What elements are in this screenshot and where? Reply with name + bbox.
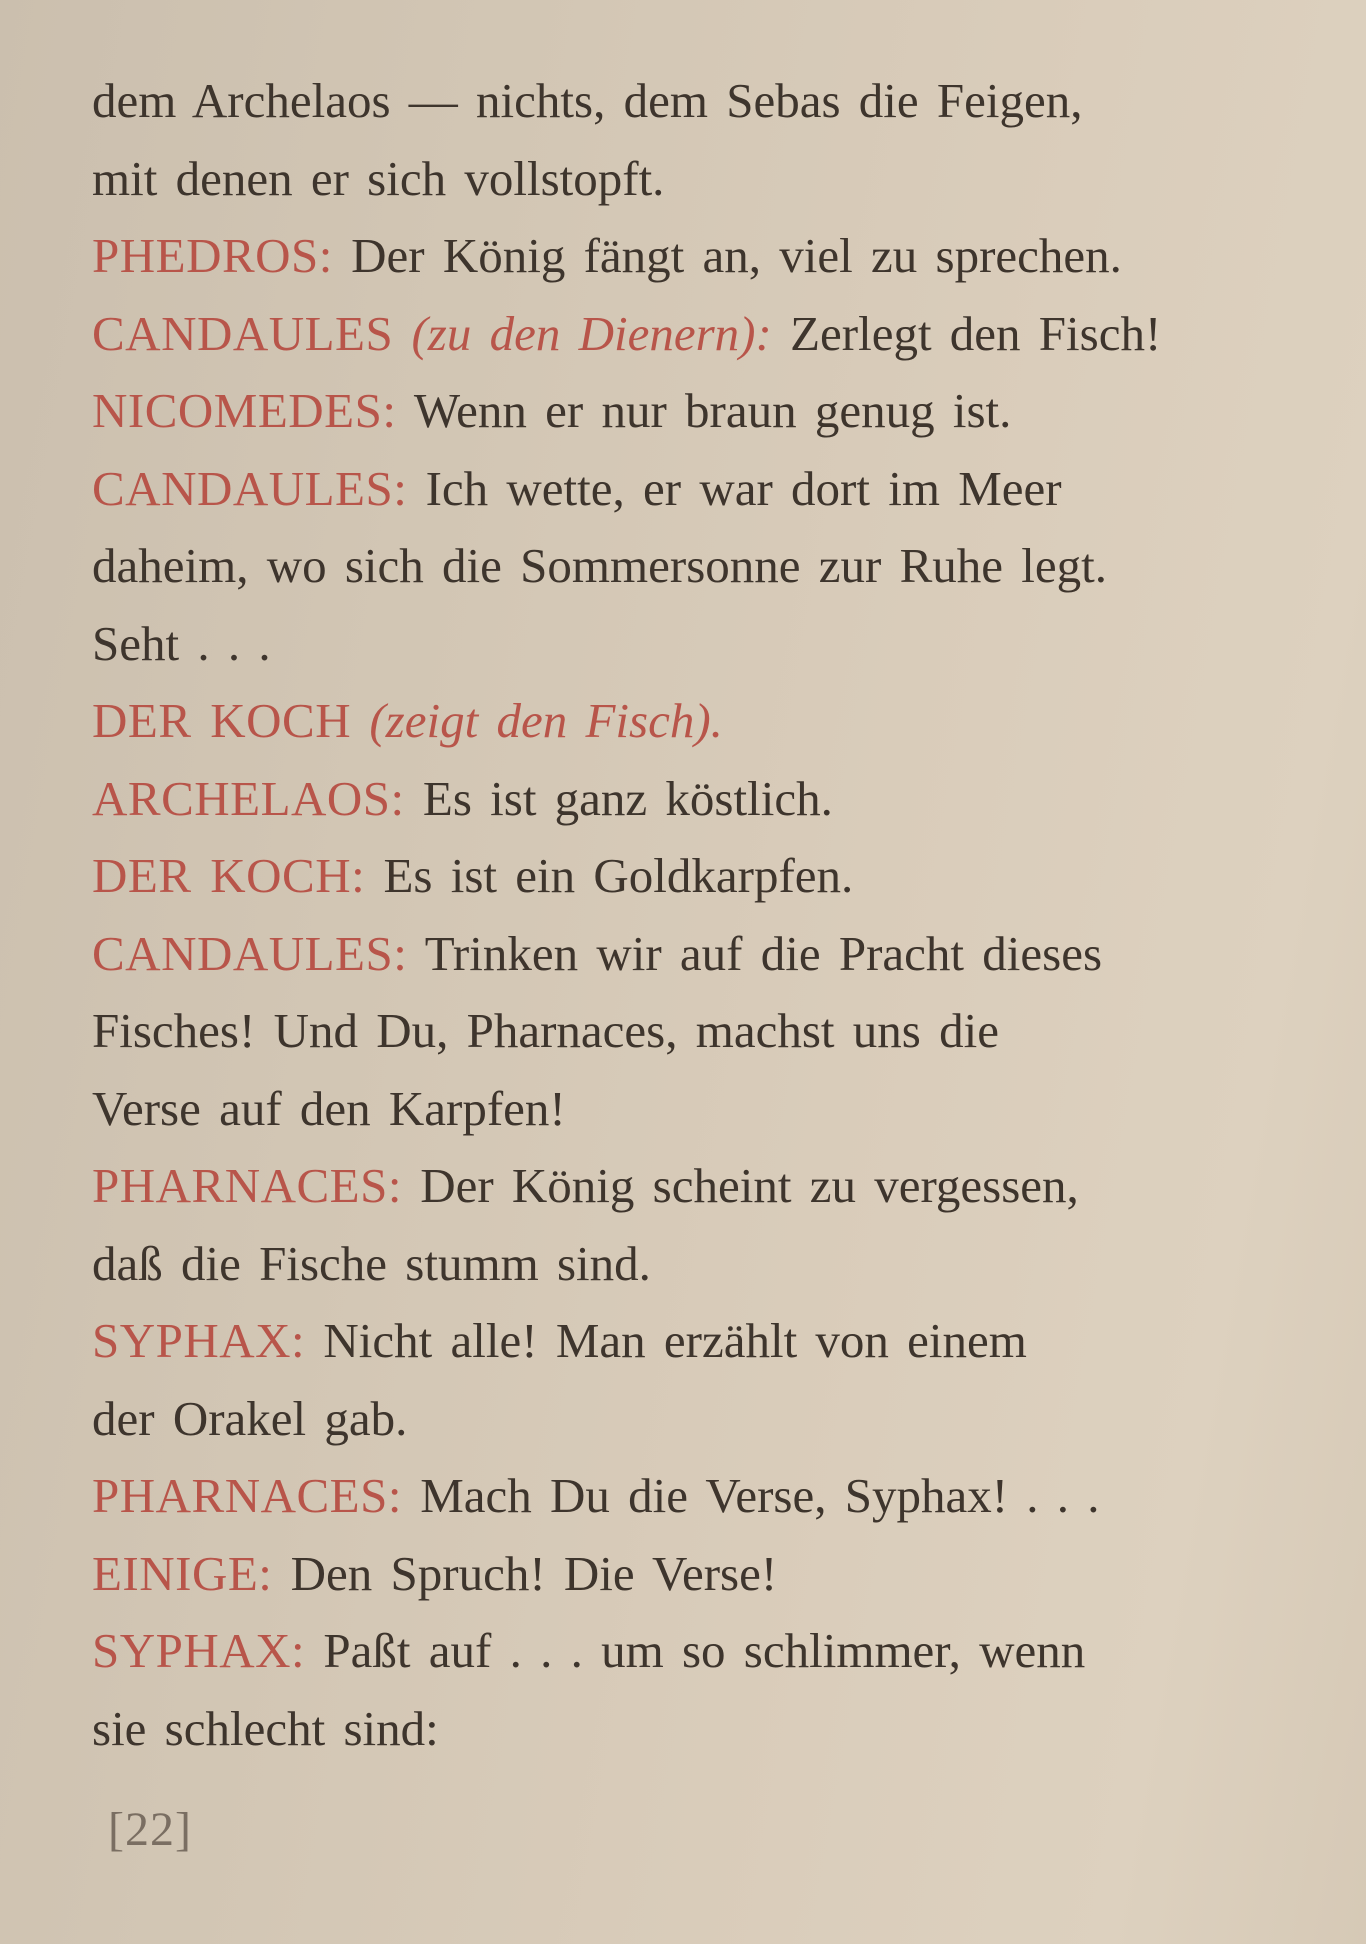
text-line (92, 1690, 1272, 1768)
text-line (92, 1612, 1272, 1690)
speech-text: Nicht alle! Man erzählt von einem (323, 1313, 1027, 1368)
speech-text: Es ist ein Goldkarpfen. (383, 848, 854, 903)
text-line (92, 217, 1272, 295)
speech-text: Der König fängt an, viel zu sprechen. (351, 228, 1122, 283)
text-line (92, 1302, 1272, 1380)
text-line (92, 605, 1272, 683)
text-line (92, 1535, 1272, 1613)
text-line (92, 992, 1272, 1070)
speech-text: Trinken wir auf die Pracht dieses (424, 925, 1103, 981)
speaker-name: NICOMEDES: (92, 383, 397, 438)
text-line (92, 1070, 1272, 1148)
stage-direction: (zeigt den Fisch). (369, 693, 723, 748)
speech-text: Den Spruch! Die Verse! (290, 1545, 778, 1601)
speaker-name: SYPHAX: (92, 1313, 306, 1368)
stage-direction: (zu den Dienern): (411, 305, 772, 361)
speech-text: der Orakel gab. (92, 1390, 408, 1446)
speaker-name: CANDAULES (92, 305, 394, 361)
speaker-name: PHARNACES: (92, 1158, 402, 1213)
text-line (92, 1225, 1272, 1303)
speaker-name: SYPHAX: (92, 1623, 306, 1678)
speech-text: Mach Du die Verse, Syphax! . . . (420, 1468, 1100, 1523)
speaker-name: ARCHELAOS: (92, 770, 405, 826)
speech-text: Fisches! Und Du, Pharnaces, machst uns die (92, 1003, 999, 1058)
speech-text: mit denen er sich vollstopft. (92, 150, 665, 206)
speech-text: Der König scheint zu vergessen, (420, 1158, 1079, 1213)
text-line (92, 62, 1272, 140)
speaker-name: CANDAULES: (92, 460, 408, 516)
speech-text: Seht . . . (92, 615, 271, 671)
speech-text: Wenn er nur braun genug ist. (413, 383, 1012, 438)
speech-text: Ich wette, er war dort im Meer (425, 460, 1062, 516)
speaker-name: CANDAULES: (92, 925, 408, 981)
speaker-name: EINIGE: (92, 1545, 273, 1601)
text-line (92, 527, 1272, 605)
speech-text: daß die Fische stumm sind. (92, 1235, 651, 1291)
text-line (92, 1380, 1272, 1458)
text-line (92, 1147, 1272, 1225)
speech-text: Paßt auf . . . um so schlimmer, wenn (323, 1623, 1086, 1678)
text-line (92, 837, 1272, 915)
text-line (92, 1457, 1272, 1535)
speech-text: sie schlecht sind: (92, 1700, 439, 1756)
speech-text: dem Archelaos — nichts, dem Sebas die Feigen, (92, 73, 1083, 128)
text-line (92, 682, 1272, 760)
text-line (92, 915, 1272, 993)
text-line (92, 450, 1272, 528)
text-line (92, 295, 1272, 373)
speech-text: Zerlegt den Fisch! (790, 305, 1162, 361)
speaker-name: DER KOCH (92, 693, 352, 748)
text-line (92, 760, 1272, 838)
dialogue-text (92, 62, 1272, 1767)
speech-text: Es ist ganz köstlich. (422, 770, 833, 826)
speaker-name: PHEDROS: (92, 228, 333, 283)
text-line (92, 372, 1272, 450)
speech-text: daheim, wo sich die Sommersonne zur Ruhe legt. (92, 538, 1107, 593)
page-number: [22] (108, 1803, 192, 1856)
text-line (92, 140, 1272, 218)
speech-text: Verse auf den Karpfen! (92, 1080, 566, 1136)
speaker-name: DER KOCH: (92, 848, 366, 903)
speaker-name: PHARNACES: (92, 1468, 402, 1523)
